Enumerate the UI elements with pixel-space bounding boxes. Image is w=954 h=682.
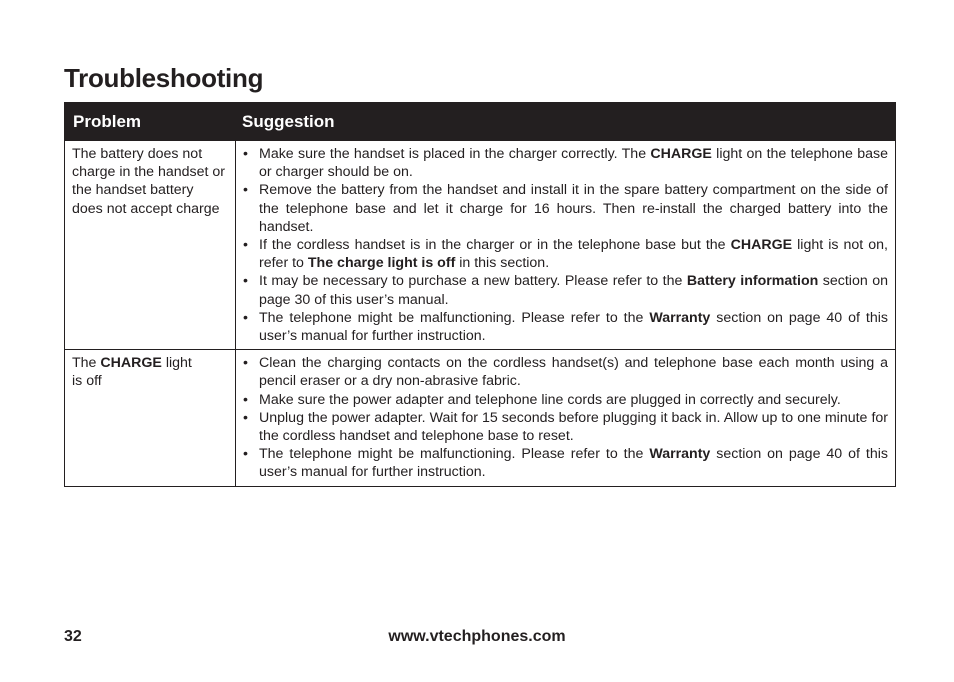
text-run: Make sure the handset is placed in the charger correctly. The: [259, 146, 651, 162]
bullet-icon: •: [243, 409, 248, 426]
text-run: The: [72, 355, 101, 372]
bullet-icon: •: [243, 446, 248, 463]
bullet-icon: •: [243, 391, 248, 408]
list-item: [243, 145, 888, 181]
suggestion-cell: [236, 350, 896, 486]
list-item: [243, 181, 888, 236]
text-run: Clean the charging contacts on the cordless handset(s) and telephone base each month using a pencil eraser or a dry non-abrasive fabric.: [259, 355, 888, 390]
bullet-icon: •: [243, 273, 248, 290]
bold-term: CHARGE: [730, 237, 793, 254]
table-header-row: [65, 103, 896, 141]
text-run: Unplug the power adapter. Wait for 15 seconds before plugging it back in. Allow up to one minute for the cordless handset and telephone base to reset.: [259, 409, 888, 445]
bold-term: Warranty: [649, 446, 711, 463]
text-run: section on page 30 of this user’s manual.: [259, 273, 888, 308]
problem-cell: [65, 141, 236, 350]
text-run: section on page 40 of this user’s manual for further instruction.: [259, 309, 888, 345]
list-item: [243, 445, 888, 481]
text-run: light: [161, 355, 192, 372]
bold-term: Battery information: [686, 273, 819, 290]
bold-term: The charge light is off: [307, 255, 456, 272]
suggestion-cell: [236, 141, 896, 350]
suggestion-list: [243, 145, 888, 345]
footer-url: www.vtechphones.com: [388, 628, 566, 645]
table-row: [65, 141, 896, 350]
list-item: [243, 272, 888, 308]
header-problem: Problem: [65, 103, 236, 141]
bold-term: Warranty: [649, 309, 711, 326]
troubleshooting-table: [64, 102, 896, 487]
header-suggestion: Suggestion: [236, 103, 896, 141]
list-item: [243, 354, 888, 390]
text-run: in this section.: [455, 255, 550, 272]
table-body: [65, 141, 896, 487]
text-run: If the cordless handset is in the charger or in the telephone base but the: [259, 237, 731, 254]
suggestion-list: [243, 354, 888, 481]
table-row: [65, 350, 896, 486]
text-run: light is not on, refer to: [259, 237, 888, 272]
page-number: 32: [64, 628, 82, 645]
text-run: The telephone might be malfunctioning. Please refer to the: [259, 309, 650, 326]
text-run: Make sure the power adapter and telephone line cords are plugged in correctly and securely.: [259, 391, 841, 408]
list-item: [243, 309, 888, 345]
bullet-icon: •: [243, 355, 248, 372]
bullet-icon: •: [243, 182, 248, 199]
problem-cell: [65, 350, 236, 486]
list-item: [243, 236, 888, 272]
bullet-icon: •: [243, 237, 248, 254]
text-run: is off: [72, 373, 102, 390]
page-title: Troubleshooting: [64, 63, 264, 93]
bold-term: CHARGE: [650, 146, 712, 162]
bullet-icon: •: [243, 146, 248, 162]
text-run: light on the telephone base or charger should be on.: [259, 146, 888, 181]
list-item: [243, 391, 888, 409]
bold-term: CHARGE: [100, 355, 162, 372]
list-item: [243, 409, 888, 445]
bullet-icon: •: [243, 309, 248, 326]
text-run: section on page 40 of this user’s manual for further instruction.: [259, 446, 888, 481]
text-run: The telephone might be malfunctioning. Please refer to the: [259, 446, 650, 463]
text-run: It may be necessary to purchase a new battery. Please refer to the: [259, 273, 687, 290]
text-run: The battery does not charge in the handset or the handset battery does not accept charge: [72, 146, 226, 217]
text-run: Remove the battery from the handset and install it in the spare battery compartment on the side of the telephone base and let it charge for 16 hours. Then re-install the charged battery into the handset.: [259, 182, 888, 235]
